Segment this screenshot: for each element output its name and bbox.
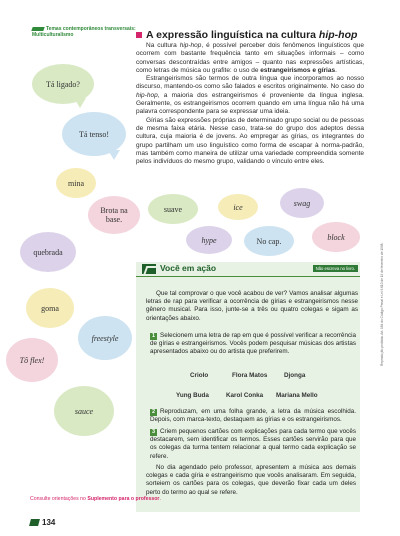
activity-title: Você em ação [160, 263, 217, 273]
step-2: 2 Reproduzam, em uma folha grande, a letra da música escolhida. Depois, com marca-texto, destaquem as gírias e os estrangeirismos. [150, 408, 356, 424]
activity-intro: Que tal comprovar o que você acabou de ver? Vamos analisar algumas letras de rap para verificar a ocorrência de gírias e estrangeirismos nesse gênero musical. Para isso, junte-se a três ou quatro colegas e sigam as orientações abaixo. [146, 290, 358, 322]
bubble-suave: suave [148, 194, 198, 224]
bubble-ta-tenso: Tá tenso! [62, 112, 126, 156]
artist-name: Mariana Mello [276, 392, 318, 399]
step-number: 3 [151, 429, 156, 435]
pink-square-icon [136, 32, 142, 38]
bubble-freestyle: freestyle [78, 316, 132, 360]
bubble-goma: goma [26, 288, 74, 328]
body-text [136, 42, 364, 166]
bubble-hype: hype [186, 226, 232, 254]
no-write-badge: Não escreva no livro. [313, 265, 358, 272]
bubble-ta-ligado: Tá ligado? [32, 64, 94, 104]
bubble-ice: ice [218, 194, 258, 220]
step-3: 3 Criem pequenos cartões com explicações para cada termo que vocês destacarem, sem identificar os termos. Esses cartões servirão para que os colegas da turma tentem relacionar a qual termo cada explicação se refere. [150, 428, 356, 460]
topics-label: Temas contemporâneos transversais: Multiculturalismo [32, 26, 136, 38]
publisher-logo-icon [29, 519, 40, 526]
page-number: 134 [30, 518, 55, 527]
bubble-to-flex: Tô flex! [6, 338, 58, 382]
bubble-brota: Brota na base. [88, 196, 140, 234]
activity-icon [142, 264, 156, 274]
artist-name: Yung Buda [176, 392, 209, 399]
bubble-tail [108, 150, 120, 160]
paragraph-3: Gírias são expressões próprias de determinado grupo social ou de pessoas de mesma faixa etária. Nesse caso, trata-se do grupo dos adeptos dessa cultura, cuja maioria é de jovens. Ao empregar as gírias, os integrantes do grupo partilham um uso linguístico como forma de escapar à norma-padrão, mas também como maneira de utilizar uma variedade compreendida somente pelos indivíduos do mesmo grupo, validando o vínculo entre eles. [136, 116, 364, 166]
artist-name: Criolo [190, 372, 209, 379]
paragraph-2: Estrangeirismos são termos de outra língua que incorporamos ao nosso discurso, mantendo-os como são falados e escritos originalmente. No caso do hip-hop, a maioria dos estrangeirismos é proveniente da língua inglesa. Geralmente, os estrangeirismos ocorrem quando em uma língua não há uma palavra correspondente para se expressar uma ideia. [136, 75, 364, 116]
step-1: 1 Selecionem uma letra de rap em que é possível verificar a recorrência de gírias e estrangeirismos. Vocês podem pesquisar músicas dos artistas apresentados abaixo ou do artista que preferirem. [150, 332, 356, 356]
bubble-quebrada: quebrada [20, 232, 76, 272]
activity-closing: No dia agendado pelo professor, apresentem a música aos demais colegas e cada gíria e estrangeirismo que vocês analisaram. Em seguida, sorteiem os cartões para os colegas, que deverão fixar cada um deles perto do termo ao qual se refere. [146, 464, 356, 496]
step-number: 1 [151, 333, 156, 339]
bubble-mina: mina [56, 168, 96, 198]
pencil-icon [31, 27, 44, 31]
step-number: 2 [151, 409, 156, 415]
bubble-tail [74, 98, 86, 108]
bubble-no-cap: No cap. [244, 226, 294, 256]
bubble-sauce: sauce [54, 386, 114, 436]
artist-name: Djonga [284, 372, 306, 379]
paragraph-1: Na cultura hip-hop, é possível perceber dois fenômenos linguísticos que ocorrem com bastante frequência tanto em situações informais – como conversas descontraídas entre amigos – quanto nas expressões artísticas, como letras de música ou grafite: o uso de estrangeirismos e gírias. [136, 42, 364, 74]
teacher-note: Consulte orientações no Suplemento para o professor. [30, 496, 161, 502]
section-title: A expressão linguística na cultura hip-hop [136, 29, 357, 41]
artist-name: Flora Matos [232, 372, 268, 379]
bubble-swag: swag [280, 188, 324, 218]
artist-name: Karol Conka [226, 392, 264, 399]
copyright-credit: Reprodução proibida. Art. 184 do Código Penal e Lei 9.610 de 19 de fevereiro de 1998. [380, 242, 384, 366]
activity-header [136, 262, 360, 277]
bubble-block: block [312, 222, 360, 252]
